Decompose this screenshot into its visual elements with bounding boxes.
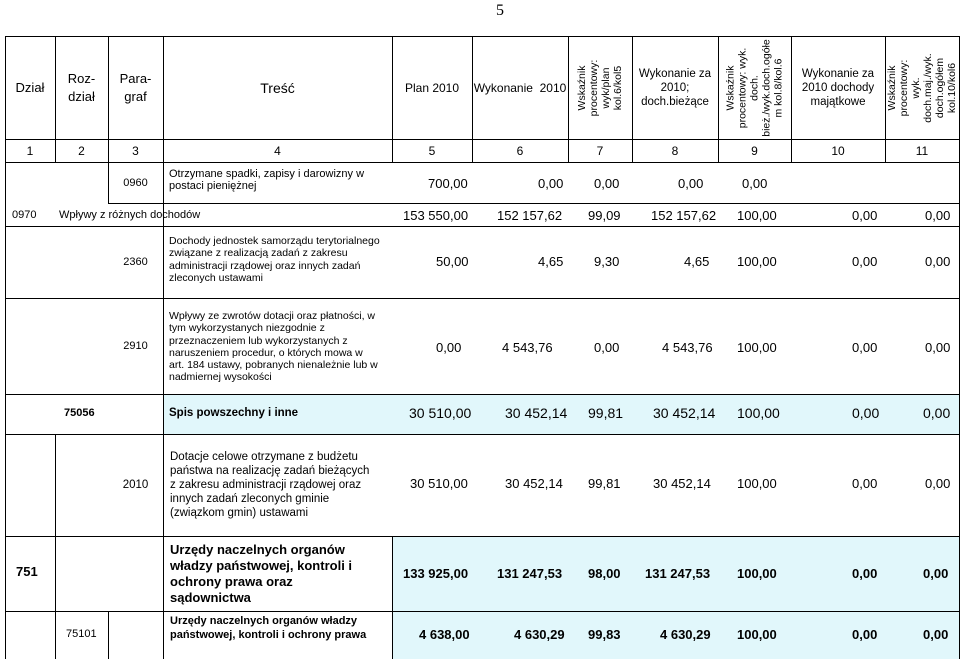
- row-2360-wsk1: 9,30: [594, 254, 620, 269]
- row-75056-code: 75056: [64, 407, 95, 419]
- row-0970-text: Wpływy z różnych dochodów: [59, 209, 201, 221]
- colnum-1: 1: [26, 143, 34, 158]
- row-0970-biezace: 152 157,62: [651, 208, 717, 223]
- row-2360-wykonanie: 4,65: [538, 254, 564, 269]
- row-2010-wsk1: 99,81: [588, 476, 621, 491]
- row-0970-wsk2: 100,00: [737, 208, 777, 223]
- row-2910-wsk2: 100,00: [737, 340, 777, 355]
- row-0960-code: 0960: [123, 176, 148, 189]
- row-2360-wsk2: 100,00: [737, 254, 777, 269]
- colnum-5: 5: [428, 143, 436, 158]
- row-0970-wykonanie: 152 157,62: [497, 208, 563, 223]
- header-plan: Plan 2010: [404, 80, 460, 95]
- row-2010-majatkowe: 0,00: [852, 476, 878, 491]
- row-75056-majatkowe: 0,00: [852, 405, 880, 421]
- row-75056-wsk1: 99,81: [588, 405, 624, 421]
- row-751-wykonanie: 131 247,53: [497, 566, 563, 581]
- header-dzial: Dział: [15, 79, 45, 95]
- header-wskaznik-1: Wskaźnik procentowy: wyk/plan kol.6/kol5: [576, 59, 624, 116]
- row-75056-wsk2: 100,00: [737, 405, 780, 421]
- row-2910-wsk3: 0,00: [925, 340, 951, 355]
- row-75101-biezace: 4 630,29: [660, 627, 711, 642]
- row-0970-wsk1: 99,09: [588, 208, 621, 223]
- header-wyk-majatkowe: Wykonanie za 2010 dochody majątkowe: [801, 67, 875, 108]
- row-75101-code: 75101: [66, 628, 97, 640]
- colnum-4: 4: [274, 143, 281, 158]
- row-751-wsk2: 100,00: [737, 566, 777, 581]
- row-75056-biezace: 30 452,14: [653, 405, 716, 421]
- row-2360-code: 2360: [123, 256, 148, 268]
- row-2010-biezace: 30 452,14: [653, 476, 711, 491]
- row-2910-text: Wpływy ze zwrotów dotacji oraz płatności, w tym wykorzystanych niezgodnie z przeznaczeniem lub wykorzystanych z naruszeniem procedur, o których mowa w art. 184 ustawy, pobranych nienależnie lub w nadmiernej wysokości: [169, 310, 378, 384]
- colnum-8: 8: [671, 143, 679, 158]
- row-2910-majatkowe: 0,00: [852, 340, 878, 355]
- row-751-text: Urzędy naczelnych organów władzy państwowej, kontroli i ochrony prawa oraz sądownictwa: [170, 542, 353, 605]
- row-0960-wsk2: 0,00: [742, 176, 768, 191]
- row-0970-wsk3: 0,00: [925, 208, 951, 223]
- row-2360-biezace: 4,65: [684, 254, 710, 269]
- row-75101-plan: 4 638,00: [419, 627, 470, 642]
- row-0960-wykonanie: 0,00: [538, 176, 564, 191]
- row-2010-plan: 30 510,00: [410, 476, 468, 491]
- row-0970-majatkowe: 0,00: [852, 208, 878, 223]
- header-paragraf: Para- graf: [119, 70, 152, 104]
- header-rozdzial: Roz- dział: [67, 70, 96, 104]
- row-751-plan: 133 925,00: [403, 566, 469, 581]
- row-751-code: 751: [16, 564, 38, 579]
- row-2910-wsk1: 0,00: [594, 340, 620, 355]
- row-2010-code: 2010: [122, 479, 149, 491]
- row-2010-text: Dotacje celowe otrzymane z budżetu państwa na realizację zadań bieżących z zakresu administracji rządowej oraz innych zadań zleconych gminie (związkom gmin) ustawami: [170, 451, 370, 519]
- header-wskaznik-3: Wskaźnik procentowy: wyk. doch.maj./wyk. doch.ogółem kol.10/kol6: [886, 52, 958, 123]
- row-0970-plan: 153 550,00: [403, 208, 469, 223]
- row-2910-wykonanie: 4 543,76: [502, 340, 553, 355]
- colnum-7: 7: [596, 143, 604, 158]
- row-0960-text: Otrzymane spadki, zapisy i darowizny w postaci pieniężnej: [169, 168, 365, 193]
- row-2010-wsk3: 0,00: [925, 476, 951, 491]
- row-0970-code: 0970: [12, 209, 37, 221]
- row-75101-text: Urzędy naczelnych organów władzy państwowej, kontroli i ochrony prawa: [170, 615, 367, 641]
- row-2360-text: Dochody jednostek samorządu terytorialnego związane z realizacją zadań z zakresu administracji rządowej oraz innych zadań zleconych ustawami: [169, 235, 380, 284]
- row-0960-wsk1: 0,00: [594, 176, 620, 191]
- colnum-9: 9: [751, 143, 758, 158]
- row-2010-wsk2: 100,00: [737, 476, 777, 491]
- row-75101-majatkowe: 0,00: [852, 627, 878, 642]
- colnum-3: 3: [132, 143, 139, 158]
- colnum-2: 2: [78, 143, 85, 158]
- row-75056-wsk3: 0,00: [923, 405, 951, 421]
- row-0960-biezace: 0,00: [678, 176, 704, 191]
- row-751-biezace: 131 247,53: [645, 566, 711, 581]
- row-2360-majatkowe: 0,00: [852, 254, 878, 269]
- row-751-wsk1: 98,00: [588, 566, 621, 581]
- colnum-10: 10: [831, 143, 845, 158]
- row-2910-plan: 0,00: [436, 340, 462, 355]
- row-2010-wykonanie: 30 452,14: [505, 476, 563, 491]
- row-751-wsk3: 0,00: [923, 566, 949, 581]
- colnum-6: 6: [516, 143, 524, 158]
- row-0960-plan: 700,00: [428, 176, 468, 191]
- row-75056-wykonanie: 30 452,14: [505, 405, 568, 421]
- header-wskaznik-2: Wskaźnik procentowy: wyk. doch. bież./wyk.doch.ogółe m kol.8/kol.6: [724, 38, 785, 137]
- row-75101-wsk2: 100,00: [737, 627, 777, 642]
- header-wykonanie: Wykonanie 2010: [473, 80, 567, 95]
- row-75101-wykonanie: 4 630,29: [514, 627, 565, 642]
- row-2910-code: 2910: [123, 340, 148, 352]
- header-tresc: Treść: [260, 79, 295, 96]
- row-751-majatkowe: 0,00: [852, 566, 878, 581]
- row-75056-plan: 30 510,00: [409, 405, 472, 421]
- row-2910-biezace: 4 543,76: [662, 340, 713, 355]
- row-75056-text: Spis powszechny i inne: [169, 407, 299, 419]
- row-75101-wsk3: 0,00: [923, 627, 949, 642]
- row-75101-wsk1: 99,83: [588, 627, 621, 642]
- row-2360-plan: 50,00: [436, 254, 469, 269]
- page-number: 5: [496, 2, 504, 19]
- header-wyk-biezace: Wykonanie za 2010; doch.bieżące: [638, 67, 712, 108]
- row-2360-wsk3: 0,00: [925, 254, 951, 269]
- colnum-11: 11: [915, 143, 929, 158]
